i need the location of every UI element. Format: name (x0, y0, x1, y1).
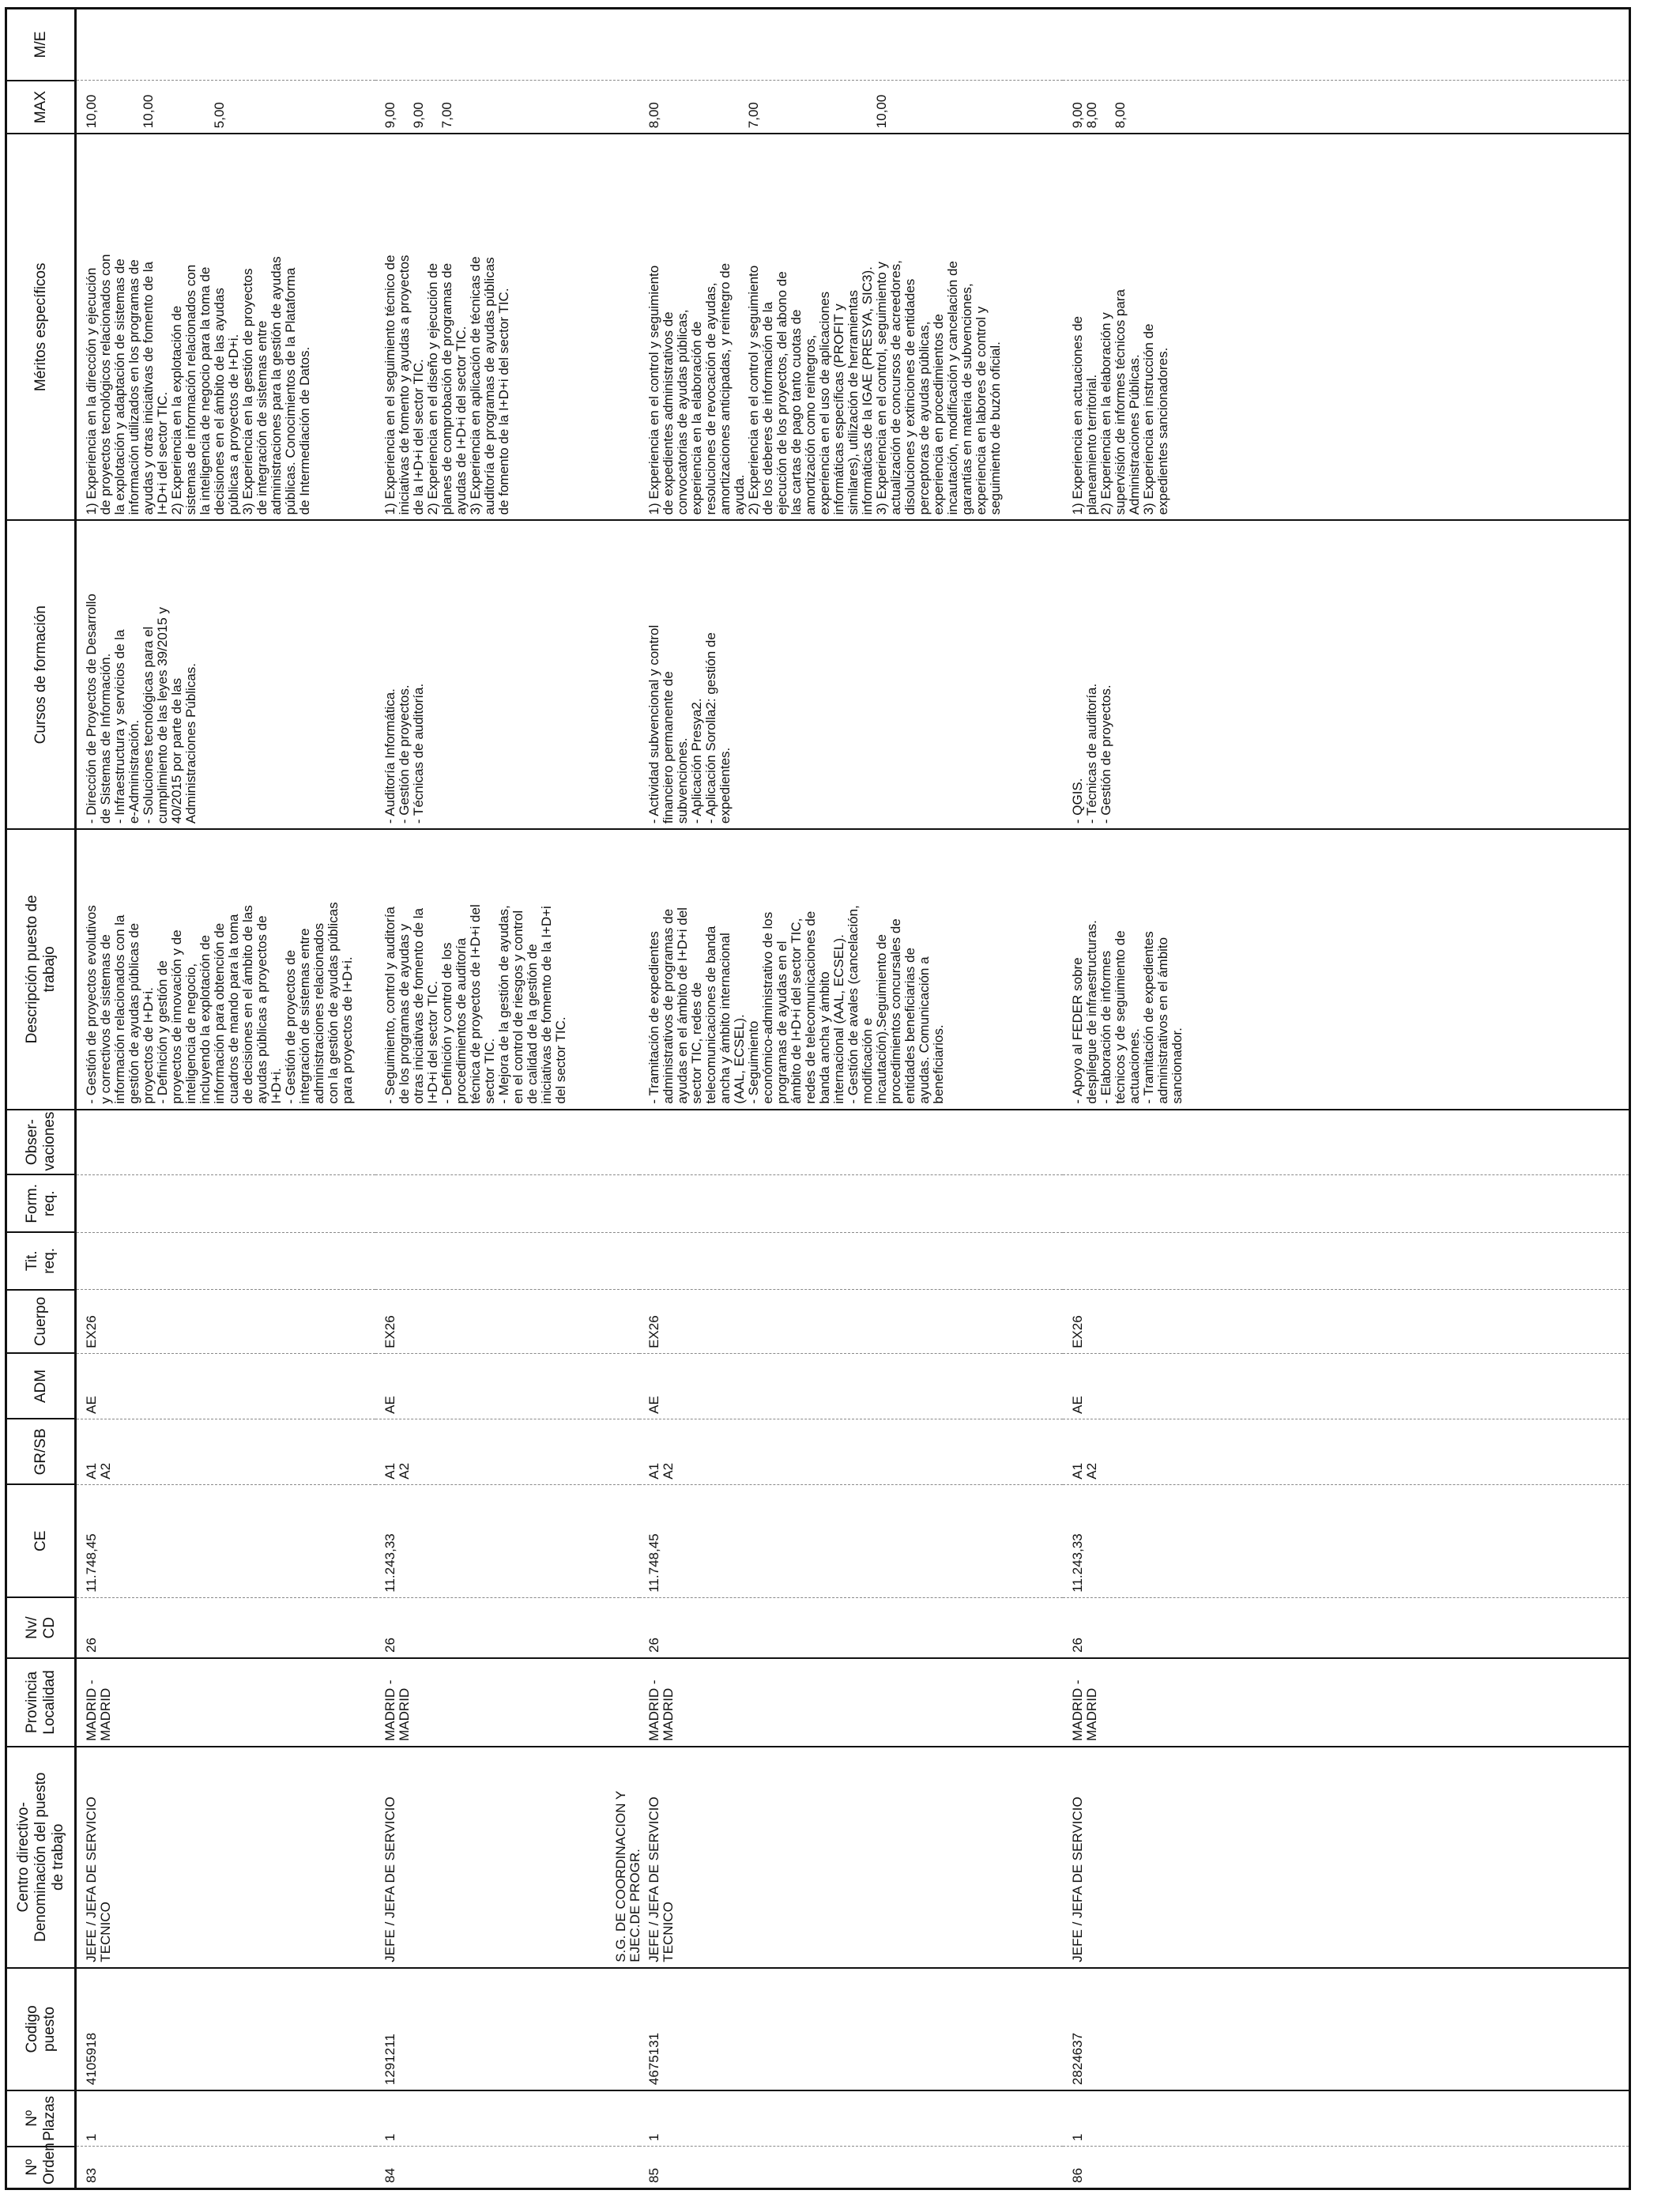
header-codigo: Codigo puesto (6, 1968, 76, 2090)
obs-cell (639, 1110, 1063, 1175)
puesto-label: JEFE / JEFA DE SERVICIO (1070, 1796, 1085, 1962)
meritos-cell: 1) Experiencia en actuaciones de planeamiento territorial. 2) Experiencia en la elaboración y supervisión de informes técnicos para Administraciones Públicas. 3) Experiencia en instrucción de expedientes sancionadores. (1063, 134, 1630, 520)
puesto-label: JEFE / JEFA DE SERVICIO (382, 1796, 397, 1962)
header-plazas: Nº Plazas (6, 2090, 76, 2146)
nivel-cell: 26 (639, 1597, 1063, 1658)
header-obs: Obser- vaciones (6, 1110, 76, 1175)
header-form: Form. req. (6, 1175, 76, 1233)
orden-cell: 84 (375, 2147, 639, 2189)
cursos-cell: - Auditoría Informática. - Gestión de proyectos. - Técnicas de auditoría. (375, 520, 639, 829)
codigo-cell: 4105918 (76, 1968, 376, 2090)
grupo-cell: A1 A2 (76, 1419, 376, 1484)
form-cell (375, 1175, 639, 1233)
grupo-cell: A1 A2 (1063, 1419, 1630, 1484)
header-ce: CE (6, 1484, 76, 1597)
obs-cell (1063, 1110, 1630, 1175)
orden-cell: 83 (76, 2147, 376, 2189)
ce-cell: 11.243,33 (1063, 1484, 1630, 1597)
tit-cell (639, 1232, 1063, 1290)
grupo-cell: A1 A2 (375, 1419, 639, 1484)
me-cell (1063, 9, 1630, 81)
orden-cell: 85 (639, 2147, 1063, 2189)
form-cell (76, 1175, 376, 1233)
cursos-cell: - QGIS. - Técnicas de auditoría. - Gestión de proyectos. (1063, 520, 1630, 829)
obs-cell (76, 1110, 376, 1175)
plazas-cell: 1 (375, 2090, 639, 2146)
max-cell: 9,00 9,00 7,00 (375, 81, 639, 134)
header-max: MAX (6, 81, 76, 134)
descripcion-cell: - Tramitación de expedientes administrativos de programas de ayudas en el ámbito de I+D+i del sector TIC, redes de telecomunicaciones de banda ancha y ámbito internacional (AAL, ECSEL). - Seguimiento económico-administrativo de los programas de ayudas en el ámbito de I+D+i del sector TIC, redes de telecomunicaciones de banda ancha y ámbito internacional (AAL, ECSEL). - Gestión de avales (cancelación, modificación e incautación).Seguimiento de procedimientos concursales de entidades beneficiarias de ayudas. Comunicación a beneficiarios. (639, 829, 1063, 1109)
cuerpo-cell: EX26 (1063, 1290, 1630, 1354)
meritos-cell: 1) Experiencia en el control y seguimiento de expedientes administrativos de convocatorias de ayudas públicas, experiencia en la elaboración de resoluciones de revocación de ayudas, amortizaciones anticipadas, y reintegro de ayuda. 2) Experiencia en el control y seguimiento de los deberes de información de la ejecución de los proyectos, del abono de las cartas de pago tanto cuotas de amortización como reintegros, experiencia en el uso de aplicaciones informáticas específicas (PROFIT y similares), utilización de herramientas informáticas de la IGAE (PRESYA, SIC3). 3) Experiencia en el control, seguimiento y actualización de concursos de acreedores, disoluciones y extinciones de entidades perceptoras de ayudas públicas, experiencia en procedimientos de incautación, modificación y cancelación de garantías en materia de subvenciones, experiencia en labores de control y seguimiento de buzón oficial. (639, 134, 1063, 520)
provincia-cell: MADRID - MADRID (375, 1658, 639, 1747)
plazas-cell: 1 (76, 2090, 376, 2146)
me-cell (639, 9, 1063, 81)
grupo-cell: A1 A2 (639, 1419, 1063, 1484)
header-descripcion: Descripción puesto de trabajo (6, 829, 76, 1109)
nivel-cell: 26 (76, 1597, 376, 1658)
codigo-cell: 2824637 (1063, 1968, 1630, 2090)
plazas-cell: 1 (639, 2090, 1063, 2146)
puesto-label: JEFE / JEFA DE SERVICIO TECNICO (646, 1796, 676, 1962)
ce-cell: 11.243,33 (375, 1484, 639, 1597)
form-cell (1063, 1175, 1630, 1233)
provincia-cell: MADRID - MADRID (639, 1658, 1063, 1747)
centro-cell (76, 1747, 376, 1968)
header-adm: ADM (6, 1353, 76, 1419)
meritos-cell: 1) Experiencia en el seguimiento técnico de iniciativas de fomento y ayudas a proyectos de la I+D+i del sector TIC. 2) Experiencia en el diseño y ejecución de planes de comprobación de programas de ayudas de I+D+i del sector TIC. 3) Experiencia en aplicación de técnicas de auditoría de programas de ayudas públicas de fomento de la I+D+i del sector TIC. (375, 134, 639, 520)
cuerpo-cell: EX26 (375, 1290, 639, 1354)
puesto-label: JEFE / JEFA DE SERVICIO TECNICO (84, 1796, 113, 1962)
cursos-cell: - Actividad subvencional y control financiero permanente de subvenciones. - Aplicación Presya2. - Aplicación Sorolla2: gestión de expedientes. (639, 520, 1063, 829)
header-cursos: Cursos de formación (6, 520, 76, 829)
codigo-cell: 1291211 (375, 1968, 639, 2090)
centro-cell (375, 1747, 639, 1968)
meritos-cell: 1) Experiencia en la dirección y ejecución de proyectos tecnológicos relacionados con la explotación y adaptación de sistemas de información utilizados en los programas de ayudas y otras iniciativas de fomento de la I+D+i del sector TIC. 2) Experiencia en la explotación de sistemas de información relacionados con la inteligencia de negocio para la toma de decisiones en el ámbito de las ayudas públicas a proyectos de I+D+i. 3) Experiencia en la gestión de proyectos de integración de sistemas entre administraciones para la gestión de ayudas públicas. Conocimientos de la Plataforma de Intermediación de Datos. (76, 134, 376, 520)
table-row (1063, 9, 1630, 2189)
header-orden: Nº Orden (6, 2147, 76, 2189)
cuerpo-cell: EX26 (639, 1290, 1063, 1354)
header-tit: Tit. req. (6, 1232, 76, 1290)
cursos-cell: - Dirección de Proyectos de Desarrollo de Sistemas de Información. - Infraestructura y servicios de la e-Administración. - Soluciones tecnológicas para el cumplimiento de las leyes 39/2015 y 40/2015 por parte de las Administraciones Públicas. (76, 520, 376, 829)
descripcion-cell: - Apoyo al FEDER sobre despliegue de infraestructuras. - Elaboración de informes técnicos y de seguimiento de actuaciones. - Tramitación de expedientes administrativos en el ámbito sancionador. (1063, 829, 1630, 1109)
ce-cell: 11.748,45 (639, 1484, 1063, 1597)
table-row (639, 9, 1063, 2189)
adm-cell: AE (1063, 1353, 1630, 1419)
orden-cell: 86 (1063, 2147, 1630, 2189)
table-row (76, 9, 376, 2189)
max-cell: 10,00 10,00 5,00 (76, 81, 376, 134)
descripcion-cell: - Gestión de proyectos evolutivos y correctivos de sistemas de información relacionados con la gestión de ayudas públicas de proyectos de I+D+i. - Definición y gestión de proyectos de innovación y de inteligencia de negocio, incluyendo la explotación de información para obtención de cuadros de mando para la toma de decisiones en el ámbito de las ayudas públicas a proyectos de I+D+i. - Gestión de proyectos de integración de sistemas entre administraciones relacionados con la gestión de ayudas públicas para proyectos de I+D+i. (76, 829, 376, 1109)
header-nvcd: Nv/ CD (6, 1597, 76, 1658)
obs-cell (375, 1110, 639, 1175)
adm-cell: AE (375, 1353, 639, 1419)
provincia-cell: MADRID - MADRID (1063, 1658, 1630, 1747)
tit-cell (1063, 1232, 1630, 1290)
header-me: M/E (6, 9, 76, 81)
adm-cell: AE (76, 1353, 376, 1419)
tit-cell (76, 1232, 376, 1290)
tit-cell (375, 1232, 639, 1290)
me-cell (375, 9, 639, 81)
header-cuerpo: Cuerpo (6, 1290, 76, 1354)
provincia-cell: MADRID - MADRID (76, 1658, 376, 1747)
header-meritos: Méritos específicos (6, 134, 76, 520)
table-row (375, 9, 639, 2189)
me-cell (76, 9, 376, 81)
ce-cell: 11.748,45 (76, 1484, 376, 1597)
codigo-cell: 4675131 (639, 1968, 1063, 2090)
header-provincia: Provincia Localidad (6, 1658, 76, 1747)
header-centro: Centro directivo- Denominación del puesto de trabajo (6, 1747, 76, 1968)
centro-cell (613, 1747, 1063, 1968)
positions-table (5, 7, 1631, 2190)
centro-cell (1063, 1747, 1630, 1968)
descripcion-cell: - Seguimiento, control y auditoría de los programas de ayudas y otras iniciativas de fomento de la I+D+i del sector TIC. - Definición y control de los procedimientos de auditoría técnica de proyectos de I+D+i del sector TIC. - Mejora de la gestión de ayudas, en el control de riesgos y control de calidad de la gestión de iniciativas de fomento de la I+D+i del sector TIC. (375, 829, 639, 1109)
nivel-cell: 26 (1063, 1597, 1630, 1658)
header-grsb: GR/SB (6, 1419, 76, 1484)
adm-cell: AE (639, 1353, 1063, 1419)
nivel-cell: 26 (375, 1597, 639, 1658)
form-cell (639, 1175, 1063, 1233)
plazas-cell: 1 (1063, 2090, 1630, 2146)
cuerpo-cell: EX26 (76, 1290, 376, 1354)
unidad-label: S.G. DE COORDINACION Y EJEC.DE PROGR. (613, 1790, 642, 1962)
max-cell: 9,00 8,00 8,00 (1063, 81, 1630, 134)
header-row (6, 9, 76, 2189)
max-cell: 8,00 7,00 10,00 (639, 81, 1063, 134)
